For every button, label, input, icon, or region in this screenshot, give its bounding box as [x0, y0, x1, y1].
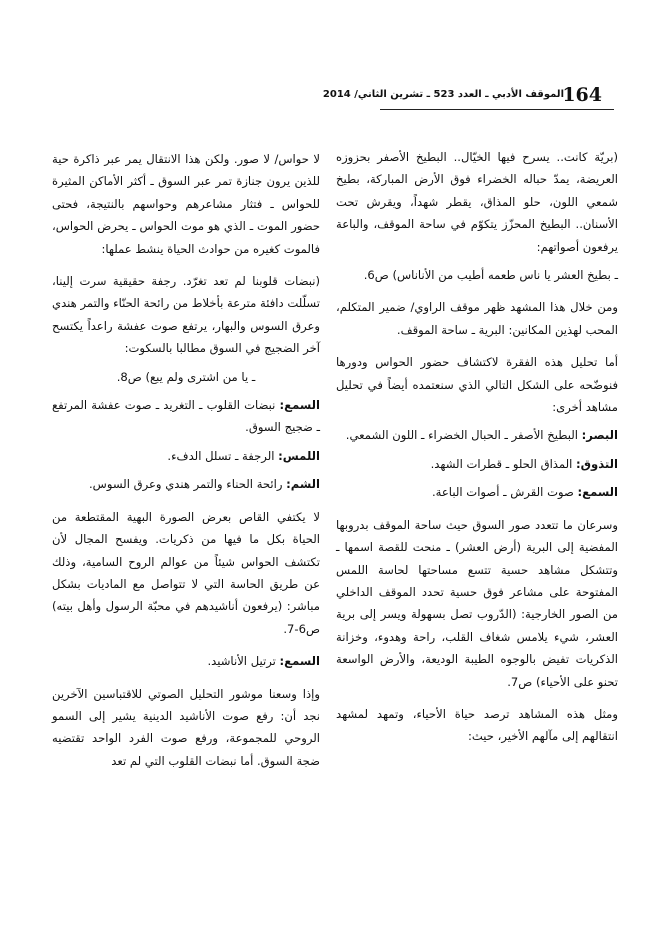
- paragraph: وإذا وسعنا موشور التحليل الصوتي للاقتباسين الآخرين نجد أن: رفع صوت الأناشيد الدينية يشير إلى السمو الروحي للمجموعة، ورفع صوت الفرد الواحد تقتضيه ضجة السوق. أما نبضات القلوب التي لم تعد: [52, 686, 320, 768]
- sense-entry: [52, 650, 320, 672]
- sense-label: التذوق:: [576, 456, 618, 471]
- sense-entry: [336, 424, 618, 446]
- sense-label: البصر:: [581, 428, 618, 443]
- sense-entry: [52, 394, 320, 439]
- sense-label: الشم:: [286, 477, 320, 492]
- sense-text: صوت القرش ـ أصوات الباعة.: [431, 485, 578, 500]
- sense-label: اللمس:: [278, 448, 320, 463]
- paragraph: وسرعان ما تتعدد صور السوق حيث ساحة الموقف بدروبها المفضية إلى البرية (أرض العشر) ـ منحت للقصة اسمها ـ وتتشكل مشاهد حسية تتسع مساحتها لحاسة اللمس المفتوحة على مشاعر فوق حسية تحدد الموقف الداخلي من الصور الخارجية: (الدّروب تصل بسهولة ويسر إلى برية العشر، شيء يلامس شغاف القلب، راحة وهدوء، وخزانة الذكريات تفيض بالوجوه الطيبة الوديعة، والأرض الواسعة تحنو على الأحياء) ص7.: [336, 517, 618, 689]
- sense-text: رائحة الحناء والتمر هندي وعرق السوس.: [89, 477, 287, 492]
- right-column: [336, 146, 618, 754]
- sense-label: السمع:: [577, 485, 618, 500]
- sense-text: نبضات القلوب ـ التغريد ـ صوت عفشة المرتفع ـ ضجيج السوق.: [52, 398, 320, 435]
- paragraph: (نبضات قلوبنا لم تعد تغرّد. رجفة حقيقية سرت إلينا، تسلّلت دافئة مترعة بأخلاط من رائحة الحنّاء والتمر هندي وعرق السوس والبهار، يرتفع صوت عفشة راعداً يكتسح آخر الضجيج في السوق مطالبا بالسكوت:: [52, 274, 320, 356]
- header-rule: [380, 109, 614, 110]
- sense-entry: [336, 453, 618, 475]
- journal-issue-line: الموقف الأدبي ـ العدد 523 ـ تشرين الثاني/ 2014: [322, 89, 564, 100]
- paragraph: ـ بطيخ العشر يا ناس طعمه أطيب من الأناناس) ص6.: [363, 268, 618, 283]
- sense-text: الرجفة ـ تسلل الدفء.: [167, 448, 279, 463]
- paragraph: لا يكتفي القاص بعرض الصورة البهية المقتطعة من الحياة بكل ما فيها من ذكريات. ويفسح المجال لأن تكتشف الحواس شيئاً من عوالم الروح السامية، وذلك عن طريق الحاسة التي لا تتواصل مع الماديات بشكل مباشر: (يرفعون أناشيدهم في محبّة الرسول وأهل بيته) ص6-7.: [52, 509, 320, 636]
- page-number: 164: [562, 84, 602, 106]
- sense-label: السمع:: [279, 398, 320, 413]
- paragraph: لا حواس/ لا صور. ولكن هذا الانتقال يمر عبر ذاكرة حية للذين يرون جنازة تمر عبر السوق ـ أكثر الأماكن المثيرة للحواس ـ فتثار مشاعرهم وحواسهم بالنتيجة، فحتى حضور الموت ـ الذي هو موت الحواس ـ يحرض الحواس، فالموت كغيره من حوادث الحياة ينشط عملها:: [52, 152, 320, 256]
- sense-entry: [336, 481, 618, 503]
- sense-text: ترتيل الأناشيد.: [207, 654, 280, 669]
- left-column: [52, 148, 320, 778]
- sense-text: البطيخ الأصفر ـ الحبال الخضراء ـ اللون الشمعي.: [345, 428, 582, 443]
- paragraph: ومثل هذه المشاهد ترصد حياة الأحياء، وتمهد لمشهد انتقالهم إلى مآلهم الأخير، حيث:: [336, 706, 618, 744]
- sense-text: المذاق الحلو ـ قطرات الشهد.: [430, 456, 577, 471]
- sense-entry: [52, 473, 320, 495]
- sense-label: السمع:: [279, 654, 320, 669]
- quote-line: ـ يا من اشترى ولم يبع) ص8.: [116, 369, 256, 384]
- paragraph: (بريّة كانت.. يسرح فيها الخيّال.. البطيخ الأصفر بحزوزه العريضة، يمدّ حباله الخضراء فوق الأرض المباركة، بطيخ شمعي اللون، حلو المذاق، يقطر شهداً، ويقرش تحت الأسنان.. البطيخ المحزّز يتكوّم في ساحة الموقف، والباعة يرفعون أصواتهم:: [336, 150, 618, 254]
- paragraph: أما تحليل هذه الفقرة لاكتشاف حضور الحواس ودورها فنوضّحه على الشكل التالي الذي سنعتمده أيضاً في تحليل مشاهد أخرى:: [336, 355, 618, 415]
- sense-entry: [52, 445, 320, 467]
- paragraph: ومن خلال هذا المشهد ظهر موقف الراوي/ ضمير المتكلم، المحب لهذين المكانين: البرية ـ ساحة الموقف.: [336, 300, 618, 337]
